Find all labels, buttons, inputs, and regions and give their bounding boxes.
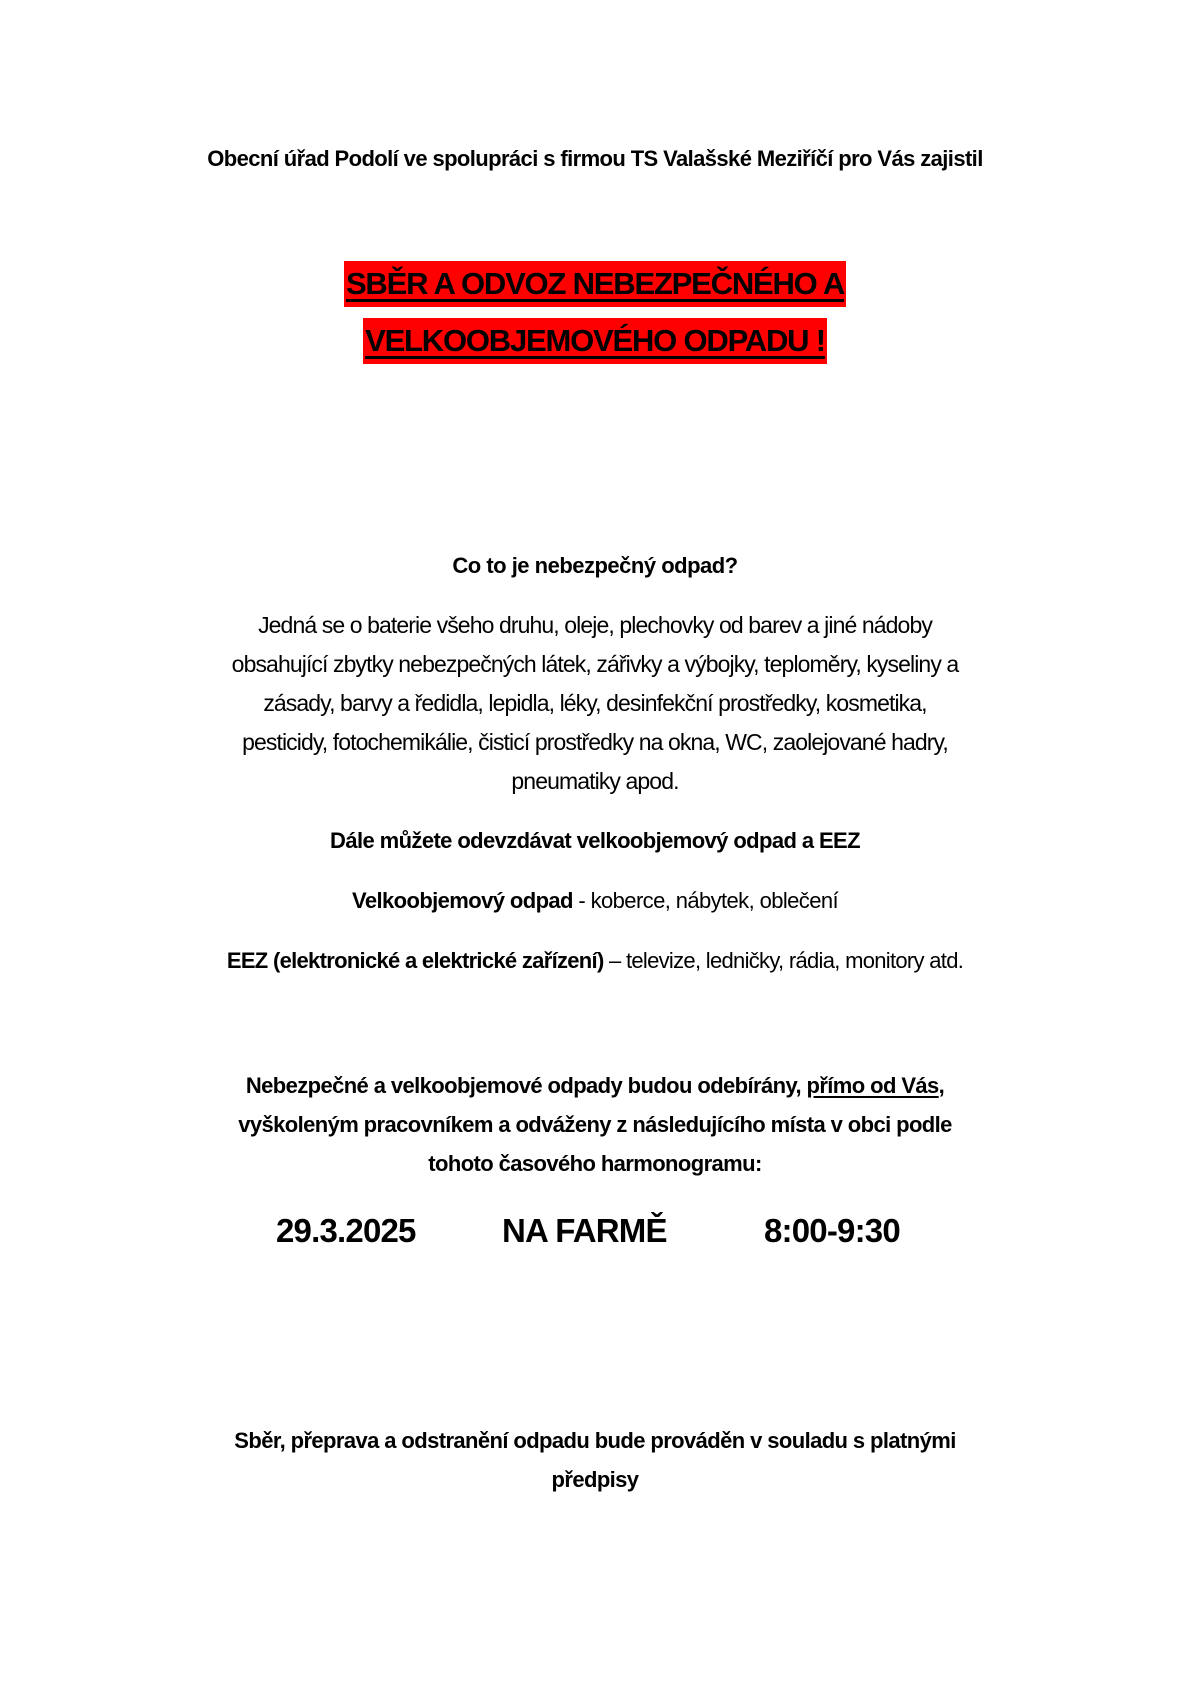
headline-row-1 xyxy=(0,261,1190,307)
hazardous-description-line: pneumatiky apod. xyxy=(511,768,679,794)
eez-line xyxy=(0,948,1190,974)
pickup-line-1-end: , xyxy=(938,1073,945,1098)
schedule-row xyxy=(0,1212,1190,1256)
hazardous-description-line: obsahující zbytky nebezpečných látek, zářivky a výbojky, teploměry, kyseliny a xyxy=(231,651,959,677)
schedule-time: 8:00-9:30 xyxy=(764,1212,900,1249)
pickup-emphasis: přímo od Vás xyxy=(806,1073,939,1098)
pickup-line-3: tohoto časového harmonogramu: xyxy=(428,1151,762,1176)
pickup-line-1 xyxy=(0,1073,1190,1099)
pickup-line-2: vyškoleným pracovníkem a odváženy z následujícího místa v obci podle xyxy=(238,1112,952,1137)
hazardous-description-line: zásady, barvy a ředidla, lepidla, léky, desinfekční prostředky, kosmetika, xyxy=(263,690,927,716)
hazardous-description-line: pesticidy, fotochemikálie, čisticí prostředky na okna, WC, zaolejované hadry, xyxy=(242,729,948,755)
pickup-line-1-text: Nebezpečné a velkoobjemové odpady budou odebírány, xyxy=(245,1073,807,1098)
bulky-waste-line xyxy=(0,888,1190,914)
headline-row-2 xyxy=(0,318,1190,364)
headline-line-1: SBĚR A ODVOZ NEBEZPEČNÉHO A xyxy=(344,261,846,307)
footer-line: předpisy xyxy=(551,1467,639,1492)
eez-items: – televize, ledničky, rádia, monitory atd. xyxy=(603,948,964,973)
eez-label: EEZ (elektronické a elektrické zařízení) xyxy=(226,948,604,973)
bulky-waste-label: Velkoobjemový odpad xyxy=(352,888,573,913)
schedule-place: NA FARMĚ xyxy=(502,1212,667,1249)
schedule-date: 29.3.2025 xyxy=(276,1212,416,1249)
additional-heading: Dále můžete odevzdávat velkoobjemový odpad a EEZ xyxy=(330,828,860,853)
footer-line: Sběr, přeprava a odstranění odpadu bude prováděn v souladu s platnými xyxy=(234,1428,956,1453)
headline-line-2: VELKOOBJEMOVÉHO ODPADU ! xyxy=(363,318,827,364)
hazardous-question: Co to je nebezpečný odpad? xyxy=(452,553,738,578)
hazardous-description-line: Jedná se o baterie všeho druhu, oleje, plechovky od barev a jiné nádoby xyxy=(258,612,932,638)
bulky-waste-items: - koberce, nábytek, oblečení xyxy=(572,888,838,913)
intro-text: Obecní úřad Podolí ve spolupráci s firmou TS Valašské Meziříčí pro Vás zajistil xyxy=(207,146,983,171)
